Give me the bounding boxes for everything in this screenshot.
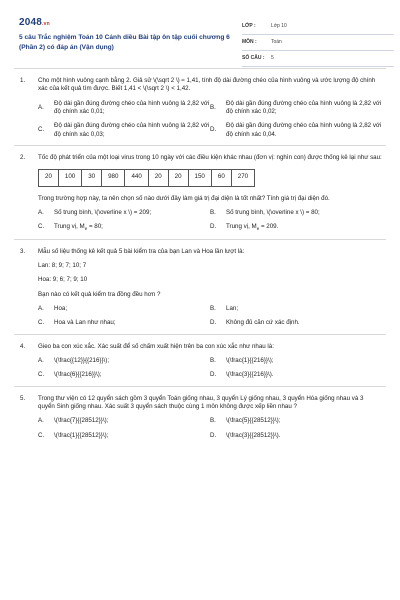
option-d[interactable] bbox=[210, 223, 382, 232]
option-letter: C. bbox=[38, 371, 45, 379]
question-3 bbox=[14, 239, 386, 334]
option-letter: B. bbox=[210, 357, 216, 365]
option-text: \(\frac{{12}}{{216}}\); bbox=[54, 357, 110, 365]
options bbox=[38, 209, 382, 239]
meta-key: SỐ CÂU : bbox=[242, 55, 265, 62]
meta-value: 5 bbox=[271, 55, 274, 62]
options bbox=[38, 417, 382, 446]
meta-key: MÔN : bbox=[242, 39, 257, 46]
document-title: 5 câu Trắc nghiệm Toán 10 Cánh diều Bài tập ôn tập cuối chương 6 (Phần 2) có đáp án (Vận dụng) bbox=[19, 34, 230, 51]
question-2 bbox=[14, 145, 386, 238]
option-text: Số trung bình, \(\overline x \) = 80; bbox=[226, 208, 320, 216]
option-letter: D. bbox=[210, 223, 217, 231]
option-b[interactable] bbox=[210, 209, 382, 217]
option-letter: C. bbox=[38, 319, 45, 327]
option-a[interactable] bbox=[38, 305, 210, 313]
logo-suffix: .vn bbox=[42, 21, 50, 27]
question-number: 1. bbox=[20, 77, 26, 84]
question-text: Mẫu số liệu thống kê kết quả 5 bài kiểm tra của bạn Lan và Hoa lần lượt là: bbox=[38, 247, 245, 255]
table-cell: 30 bbox=[82, 169, 102, 186]
option-a[interactable] bbox=[38, 100, 210, 117]
table-cell: 270 bbox=[231, 169, 254, 186]
option-letter: A. bbox=[38, 357, 44, 365]
option-letter: B. bbox=[210, 103, 216, 111]
meta-key: LỚP : bbox=[242, 23, 256, 30]
option-letter: D. bbox=[210, 371, 217, 379]
option-text: Độ dài gần đúng đường chéo của hình vuông là 2,82 với độ chính xác 0,03; bbox=[54, 122, 210, 138]
question-text: Gieo ba con xúc xắc. Xác suất để số chấm xuất hiện trên ba con xúc xắc như nhau là: bbox=[38, 342, 274, 350]
option-text-pre: Trung vị, M bbox=[54, 223, 85, 231]
option-text-post: = 80; bbox=[87, 223, 103, 231]
option-a[interactable] bbox=[38, 209, 210, 217]
option-text: \(\frac{1}{{28512}}\); bbox=[54, 431, 109, 439]
option-b[interactable] bbox=[210, 357, 382, 365]
question-text-after: Trong trường hợp này, ta nên chọn số nào dưới đây làm giá trị đại diện là tốt nhất? Tính giá trị đại diện đó. bbox=[38, 194, 330, 202]
site-logo[interactable] bbox=[19, 16, 50, 30]
option-b[interactable] bbox=[210, 417, 382, 425]
option-text: Hoa và Lan như nhau; bbox=[54, 319, 116, 327]
option-letter: D. bbox=[210, 319, 217, 327]
option-d[interactable] bbox=[210, 371, 382, 379]
option-letter: A. bbox=[38, 417, 44, 425]
question-text: Tốc độ phát triển của một loại virus trong 10 ngày với các điều kiện khác nhau (đơn vị: nghìn con) được thống kê lại như sau: bbox=[38, 154, 382, 162]
table-row bbox=[39, 169, 255, 186]
table-cell: 980 bbox=[102, 169, 125, 186]
option-text: \(\frac{3}{{28512}}\). bbox=[226, 431, 281, 439]
data-line-lan: Lan: 8; 9; 7; 10; 7 bbox=[38, 261, 87, 269]
option-letter: A. bbox=[38, 304, 44, 312]
option-letter: B. bbox=[210, 417, 216, 425]
table-cell: 20 bbox=[148, 169, 168, 186]
meta-row-count bbox=[242, 51, 394, 67]
table-cell: 20 bbox=[39, 169, 59, 186]
option-letter: B. bbox=[210, 304, 216, 312]
option-a[interactable] bbox=[38, 417, 210, 425]
option-text: Độ dài gần đúng đường chéo của hình vuông là 2,82 với độ chính xác 0,02; bbox=[226, 99, 382, 116]
question-number: 5. bbox=[20, 394, 26, 402]
option-b[interactable] bbox=[210, 100, 382, 117]
option-letter: C. bbox=[38, 126, 45, 134]
table-cell: 150 bbox=[188, 169, 211, 186]
question-number: 2. bbox=[20, 154, 26, 162]
logo-text: 2048 bbox=[19, 17, 43, 28]
median-subscript: e bbox=[256, 226, 260, 232]
question-prompt: Bạn nào có kết quả kiểm tra đồng đều hơn ? bbox=[38, 290, 161, 298]
meta-row-subject bbox=[242, 35, 394, 51]
data-line-hoa: Hoa: 9; 6; 7; 9; 10 bbox=[38, 276, 88, 284]
question-5 bbox=[14, 386, 386, 446]
table-cell: 440 bbox=[125, 169, 148, 186]
option-c[interactable] bbox=[38, 371, 210, 379]
option-a[interactable] bbox=[38, 357, 210, 365]
option-text: \(\frac{6}{{216}}\); bbox=[54, 371, 102, 379]
option-letter: C. bbox=[38, 223, 45, 231]
option-text: Lan; bbox=[226, 304, 239, 312]
option-c[interactable] bbox=[38, 122, 210, 139]
median-subscript: e bbox=[84, 226, 88, 232]
option-text-pre: Trung vị, M bbox=[226, 223, 257, 231]
question-number: 4. bbox=[20, 342, 26, 350]
option-letter: A. bbox=[38, 208, 44, 216]
question-1 bbox=[14, 68, 386, 145]
option-text: \(\frac{1}{{216}}\); bbox=[226, 357, 274, 365]
option-text: Độ dài gần đúng đường chéo của hình vuông là 2,82 với độ chính xác 0,04. bbox=[226, 122, 382, 138]
option-letter: D. bbox=[210, 431, 217, 439]
option-text: Hoa; bbox=[54, 304, 68, 312]
meta-table bbox=[242, 19, 394, 67]
option-text: \(\frac{5}{{28512}}\); bbox=[226, 417, 281, 425]
option-c[interactable] bbox=[38, 432, 210, 440]
option-text-post: = 209. bbox=[259, 223, 279, 231]
option-letter: D. bbox=[210, 126, 217, 134]
option-text: Số trung bình, \(\overline x \) = 209; bbox=[54, 208, 152, 216]
question-number: 3. bbox=[20, 247, 26, 255]
option-text: \(\frac{7}{{28512}}\); bbox=[54, 417, 109, 425]
option-text: \(\frac{3}{{216}}\). bbox=[226, 371, 274, 379]
table-cell: 100 bbox=[58, 169, 81, 186]
meta-value: Toán bbox=[271, 39, 282, 46]
option-text: Không đủ căn cứ xác định. bbox=[226, 319, 300, 327]
options bbox=[38, 357, 382, 386]
option-text bbox=[226, 223, 382, 232]
options bbox=[38, 305, 382, 334]
option-d[interactable] bbox=[210, 432, 382, 440]
option-text bbox=[54, 223, 210, 232]
option-letter: B. bbox=[210, 208, 216, 216]
meta-row-class bbox=[242, 19, 394, 35]
option-b[interactable] bbox=[210, 305, 382, 313]
option-letter: A. bbox=[38, 103, 44, 111]
option-d[interactable] bbox=[210, 319, 382, 327]
options bbox=[38, 100, 382, 145]
question-text: Trong thư viện có 12 quyển sách gồm 3 quyển Toán giống nhau, 3 quyển Lý giống nhau, 3 quyển Hóa giống nhau và 3 quyển Sinh giống nhau. Xác suất 3 quyển sách thuộc cùng 1 môn không được xếp liền nhau ? bbox=[38, 394, 364, 411]
option-c[interactable] bbox=[38, 223, 210, 232]
question-text: Cho một hình vuông cạnh bằng 2. Giả sử \(\sqrt 2 \) ≈ 1,41, tính độ dài đường chéo của hình vuông và ước lượng độ chính xác của kết quả tìm được. Biết 1,41 < \(\sqrt 2 \) < 1,42. bbox=[38, 77, 376, 93]
table-cell: 20 bbox=[168, 169, 188, 186]
option-text: Độ dài gần đúng đường chéo của hình vuông là 2,82 với độ chính xác 0,01; bbox=[54, 99, 210, 116]
option-letter: C. bbox=[38, 431, 45, 439]
data-table bbox=[38, 169, 255, 187]
option-d[interactable] bbox=[210, 122, 382, 139]
table-cell: 60 bbox=[211, 169, 231, 186]
meta-value: Lớp 10 bbox=[271, 23, 287, 30]
question-4 bbox=[14, 334, 386, 386]
option-c[interactable] bbox=[38, 319, 210, 327]
document-header bbox=[14, 10, 386, 68]
